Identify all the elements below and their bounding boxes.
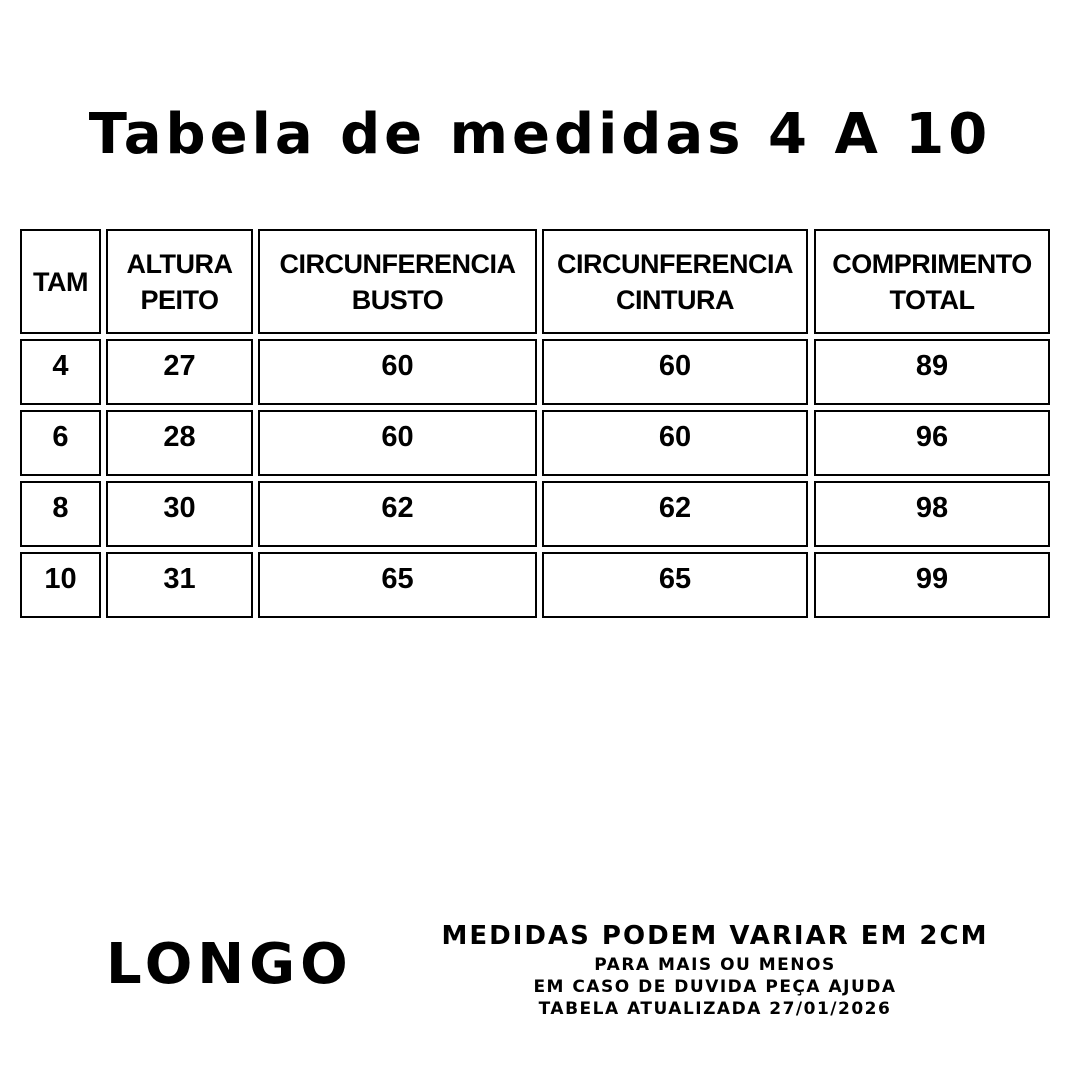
table-cell-altura-peito: 30 [106,481,253,547]
header-altura-peito [106,229,253,334]
note-line: PARA MAIS OU MENOS [594,955,836,975]
note-line: TABELA ATUALIZADA 27/01/2026 [538,999,892,1019]
table-cell-comprimento: 98 [814,481,1050,547]
table-cell-comprimento: 99 [814,552,1050,618]
variation-note: MEDIDAS PODEM VARIAR EM 2CM [441,921,989,951]
header-comprimento-total [814,229,1050,334]
header-label: ALTURA [126,248,233,279]
table-cell-size: 4 [20,339,101,405]
table-cell-size: 10 [20,552,101,618]
header-circunferencia-cintura [542,229,808,334]
header-label: TAM [33,266,88,297]
header-label: PEITO [140,284,219,315]
table-cell-busto: 62 [258,481,537,547]
table-cell-busto: 60 [258,339,537,405]
header-circunferencia-busto [258,229,537,334]
table-cell-size: 6 [20,410,101,476]
header-label: BUSTO [351,284,444,315]
header-label: CIRCUNFERENCIA [557,248,793,279]
header-tam [20,229,101,334]
table-cell-comprimento: 89 [814,339,1050,405]
header-label: CIRCUNFERENCIA [279,248,516,279]
header-label: CINTURA [616,284,734,315]
note-line: EM CASO DE DUVIDA PEÇA AJUDA [533,977,897,997]
measurement-notes [425,918,1005,1020]
header-label: TOTAL [889,284,975,315]
table-cell-cintura: 60 [542,339,808,405]
table-cell-altura-peito: 31 [106,552,253,618]
table-cell-comprimento: 96 [814,410,1050,476]
table-cell-altura-peito: 28 [106,410,253,476]
table-cell-altura-peito: 27 [106,339,253,405]
model-label: LONGO [106,932,353,997]
table-cell-busto: 60 [258,410,537,476]
table-cell-cintura: 60 [542,410,808,476]
table-cell-cintura: 62 [542,481,808,547]
table-cell-busto: 65 [258,552,537,618]
table-cell-cintura: 65 [542,552,808,618]
page-title: Tabela de medidas 4 A 10 [88,102,992,167]
table-cell-size: 8 [20,481,101,547]
header-label: COMPRIMENTO [832,248,1032,279]
